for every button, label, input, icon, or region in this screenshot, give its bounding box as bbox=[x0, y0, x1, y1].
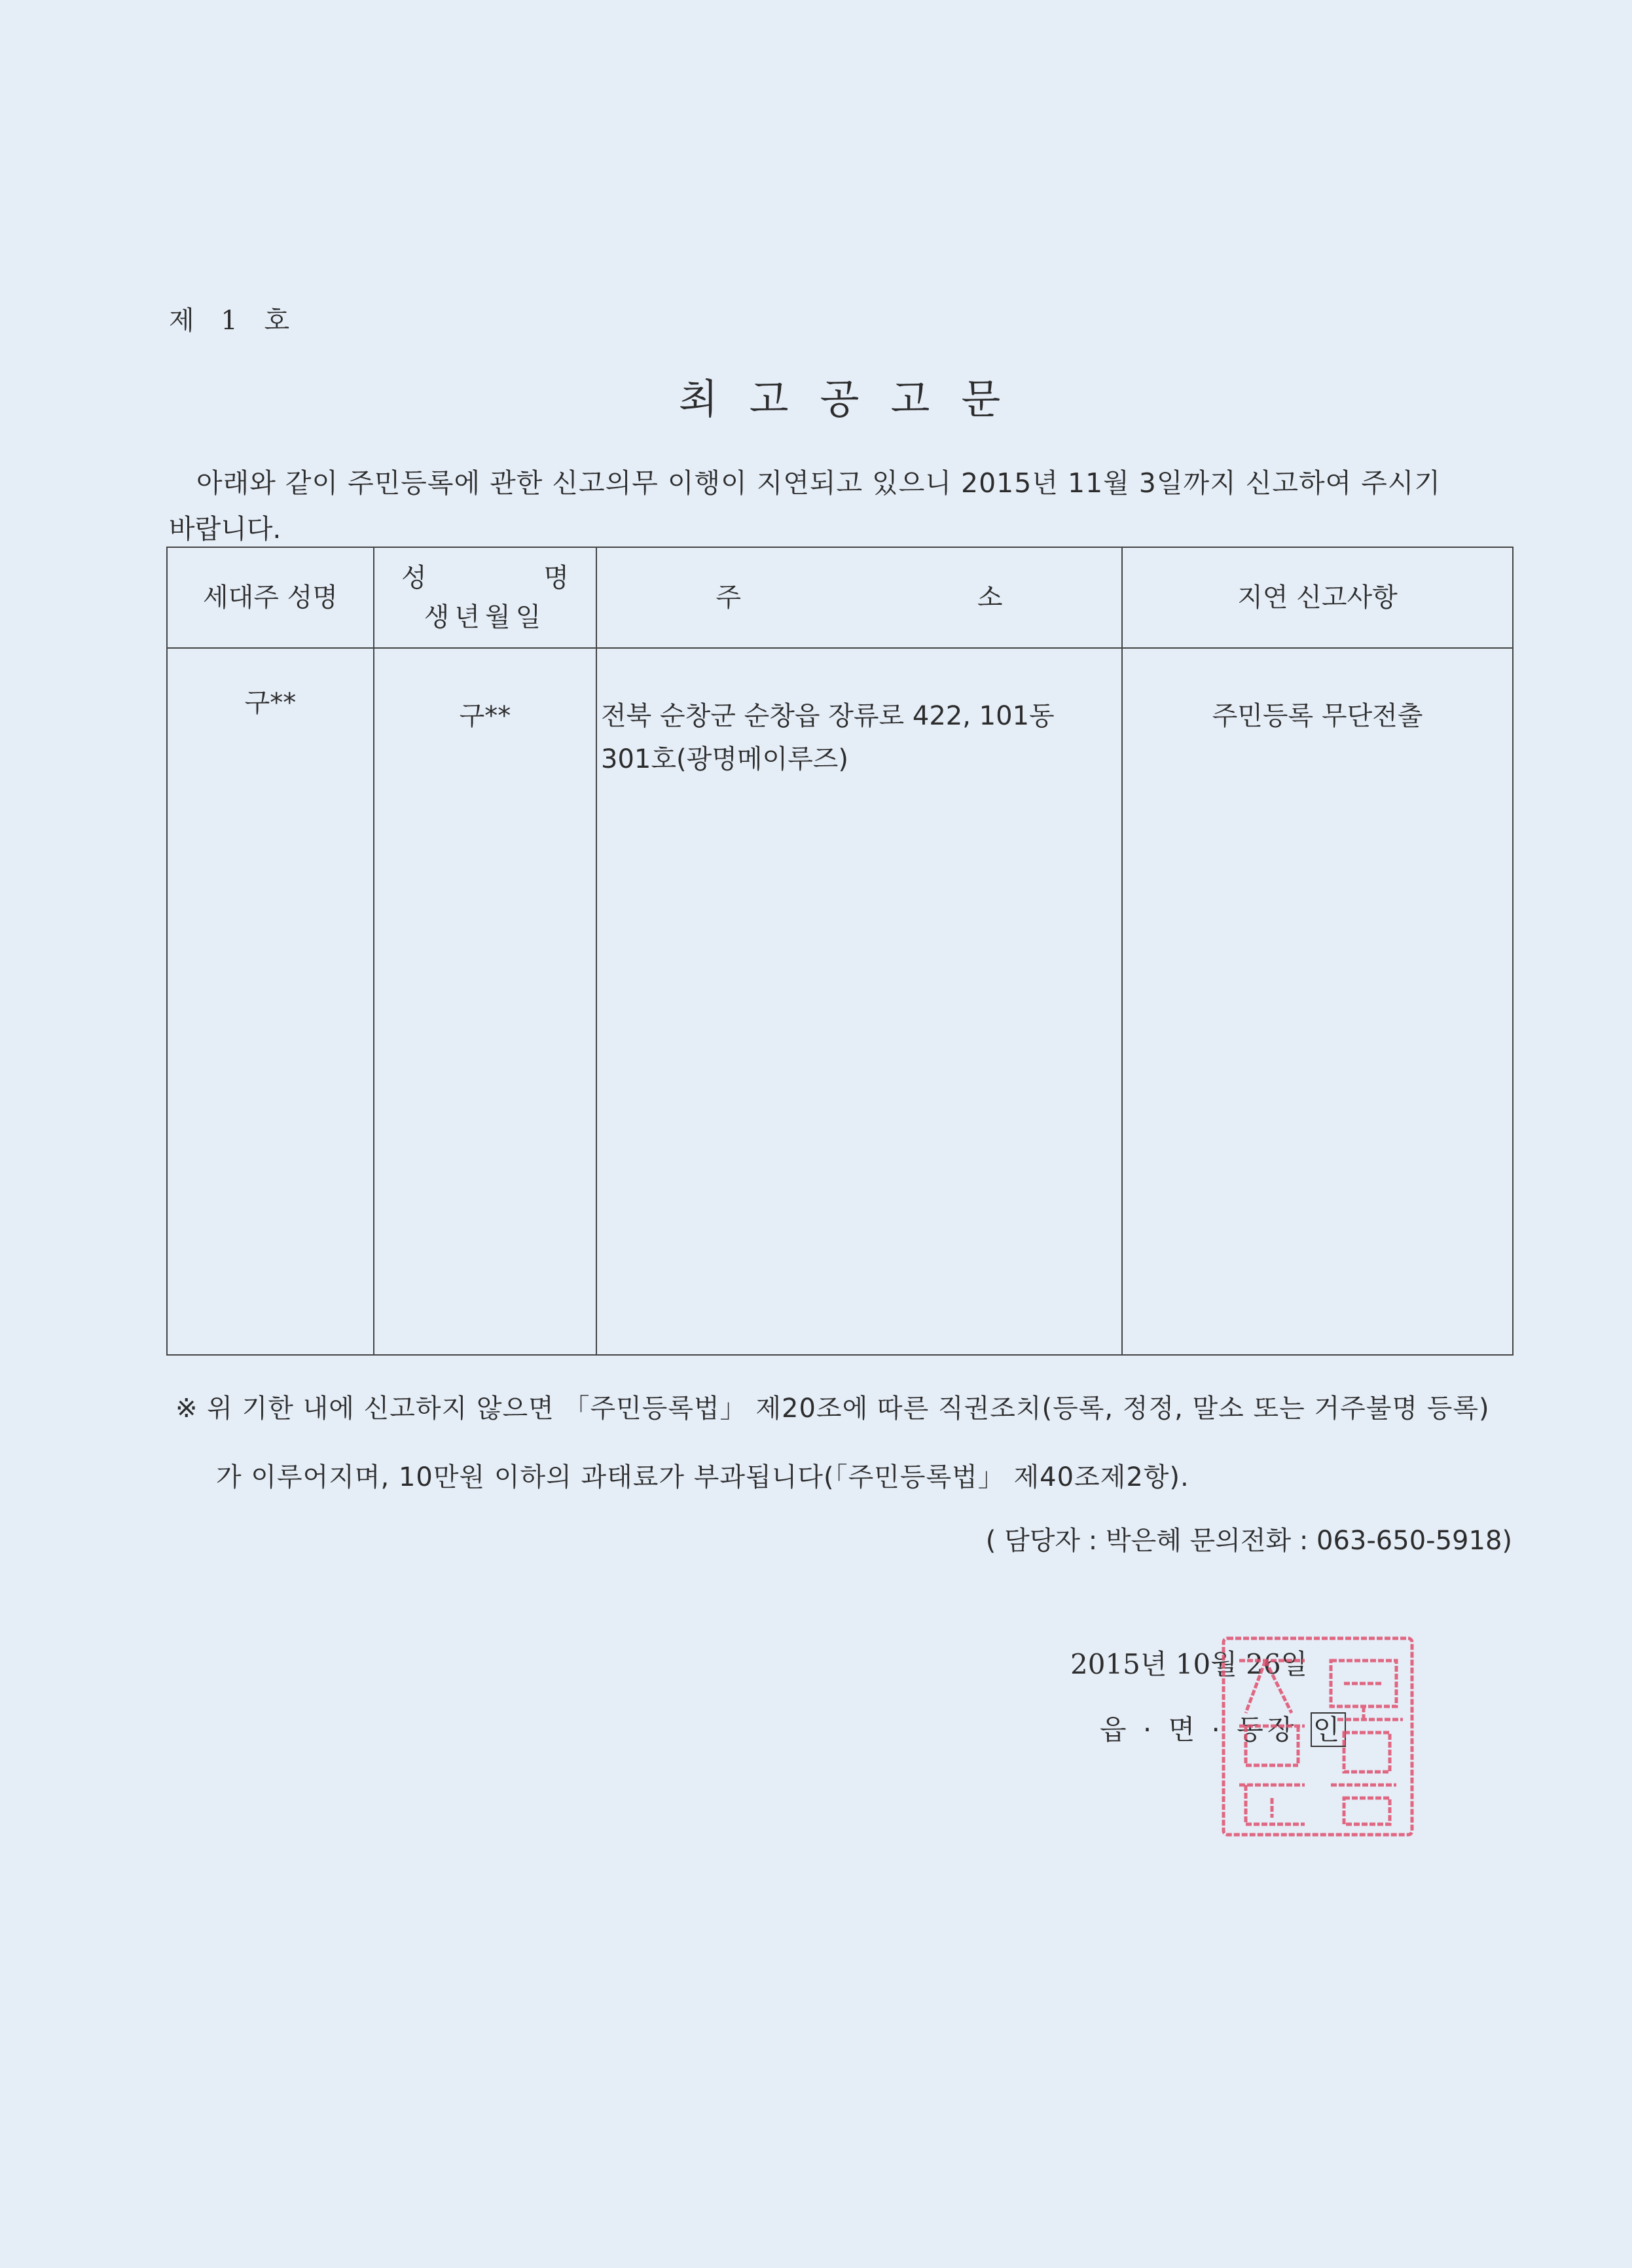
signatory-title: 읍 · 면 · 동장 bbox=[1100, 1714, 1298, 1746]
cell-address bbox=[596, 648, 1122, 1355]
issue-date: 2015년 10월 26일 bbox=[1070, 1648, 1308, 1680]
note-line2: 가 이루어지며, 10만원 이하의 과태료가 부과됩니다(「주민등록법」 제40조제2항). bbox=[216, 1462, 1189, 1492]
contact-info: ( 담당자 : 박은혜 문의전화 : 063-650-5918) bbox=[985, 1526, 1512, 1556]
address-line2: 301호(광명메이루즈) bbox=[601, 744, 849, 774]
document-number: 제 1 호 bbox=[169, 306, 299, 336]
official-seal-icon bbox=[1220, 1634, 1416, 1839]
header-address-b: 소 bbox=[977, 583, 1003, 613]
intro-text-line2: 바랍니다. bbox=[169, 513, 281, 545]
seal-mark: 인 bbox=[1311, 1712, 1347, 1747]
header-address bbox=[596, 547, 1122, 648]
table-row bbox=[167, 648, 1513, 1355]
header-name-a: 성 bbox=[401, 563, 427, 593]
cell-name: 구** bbox=[374, 648, 596, 1355]
header-name-b: 명 bbox=[543, 563, 569, 593]
page-title: 최고공고문 bbox=[678, 375, 1032, 423]
notice-table bbox=[166, 547, 1514, 1356]
cell-householder: 구** bbox=[167, 648, 374, 1355]
table-header-row bbox=[167, 547, 1513, 648]
note-line1: ※ 위 기한 내에 신고하지 않으면 「주민등록법」 제20조에 따른 직권조치(등록, 정정, 말소 또는 거주불명 등록) bbox=[175, 1394, 1490, 1424]
header-address-a: 주 bbox=[716, 583, 742, 613]
header-delayed: 지연 신고사항 bbox=[1122, 547, 1513, 648]
address-line1: 전북 순창군 순창읍 장류로 422, 101동 bbox=[601, 701, 1055, 731]
intro-text-line1: 아래와 같이 주민등록에 관한 신고의무 이행이 지연되고 있으니 2015년 11월 3일까지 신고하여 주시기 bbox=[196, 467, 1442, 499]
header-birth: 생년월일 bbox=[424, 602, 547, 632]
header-householder: 세대주 성명 bbox=[167, 547, 374, 648]
header-name-birth bbox=[374, 547, 596, 648]
cell-delayed: 주민등록 무단전출 bbox=[1122, 648, 1513, 1355]
